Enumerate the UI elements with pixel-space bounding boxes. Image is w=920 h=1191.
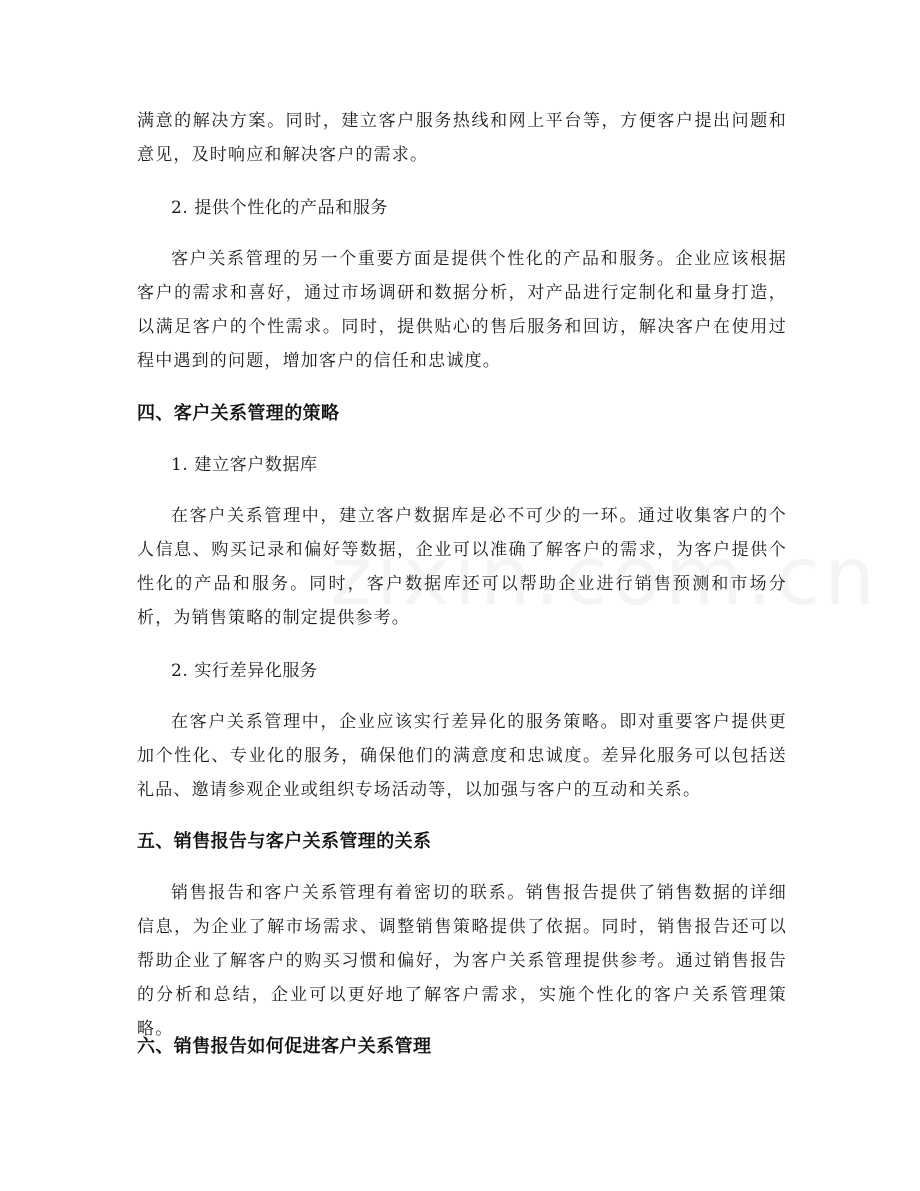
section-heading-promotion: 六、销售报告如何促进客户关系管理 [137, 1036, 432, 1057]
section-heading-strategy: 四、客户关系管理的策略 [137, 403, 340, 424]
subheading-4-1-block [137, 453, 787, 477]
paragraph-5-block [137, 876, 787, 1046]
heading-6-block [137, 1035, 787, 1059]
heading-4-block [137, 402, 787, 426]
subheading-4-2-block [137, 659, 787, 683]
paragraph-customer-database: 在客户关系管理中，建立客户数据库是必不可少的一环。通过收集客户的个人信息、购买记录和偏好等数据，企业可以准确了解客户的需求，为客户提供个性化的产品和服务。同时，客户数据库还可以帮助企业进行销售预测和市场分析，为销售策略的制定提供参考。 [137, 506, 787, 628]
paragraph-4-2-block [137, 705, 787, 807]
section-heading-relationship: 五、销售报告与客户关系管理的关系 [137, 831, 432, 852]
intro-paragraph: 满意的解决方案。同时，建立客户服务热线和网上平台等，方便客户提出问题和意见，及时响应和解决客户的需求。 [137, 111, 787, 165]
paragraph-relationship: 销售报告和客户关系管理有着密切的联系。销售报告提供了销售数据的详细信息，为企业了解市场需求、调整销售策略提供了依据。同时，销售报告还可以帮助企业了解客户的购买习惯和偏好，为客户关系管理提供参考。通过销售报告的分析和总结，企业可以更好地了解客户需求，实施个性化的客户关系管理策略。 [137, 883, 787, 1039]
paragraph-4-1-block [137, 499, 787, 635]
subheading-customer-database: 1. 建立客户数据库 [171, 455, 318, 475]
paragraph-3-2-block [137, 242, 787, 378]
paragraph-personalized-products: 客户关系管理的另一个重要方面是提供个性化的产品和服务。企业应该根据客户的需求和喜好，通过市场调研和数据分析，对产品进行定制化和量身打造，以满足客户的个性需求。同时，提供贴心的售后服务和回访，解决客户在使用过程中遇到的问题，增加客户的信任和忠诚度。 [137, 249, 787, 371]
subheading-personalized-products: 2. 提供个性化的产品和服务 [171, 198, 389, 218]
heading-5-block [137, 830, 787, 854]
paragraph-differentiated-service: 在客户关系管理中，企业应该实行差异化的服务策略。即对重要客户提供更加个性化、专业化的服务，确保他们的满意度和忠诚度。差异化服务可以包括送礼品、邀请参观企业或组织专场活动等，以加强与客户的互动和关系。 [137, 712, 787, 800]
subheading-3-2-block [137, 196, 787, 220]
intro-paragraph-block [137, 104, 787, 172]
subheading-differentiated-service: 2. 实行差异化服务 [171, 661, 318, 681]
